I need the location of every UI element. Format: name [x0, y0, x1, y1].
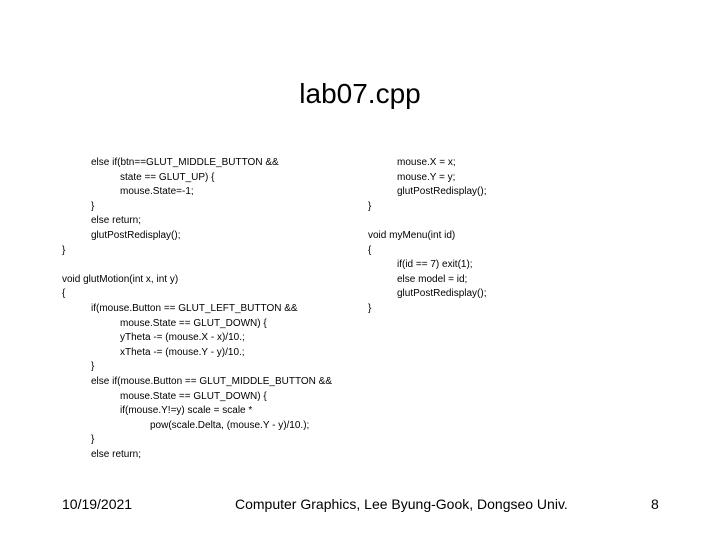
code-line: }	[368, 200, 372, 212]
slide-title: lab07.cpp	[299, 78, 421, 109]
code-line: else if(mouse.Button == GLUT_MIDDLE_BUTTON &&	[91, 376, 333, 387]
code-line: }	[368, 303, 372, 314]
code-line: {	[368, 244, 372, 256]
page-number: 8	[651, 496, 659, 512]
code-line: glutPostRedisplay();	[397, 288, 487, 300]
code-line: void glutMotion(int x, int y)	[62, 273, 179, 285]
code-line: void myMenu(int id)	[368, 230, 456, 241]
code-line: mouse.Y = y;	[397, 171, 456, 183]
code-line: mouse.State=-1;	[120, 186, 194, 198]
footer-credit: Computer Graphics, Lee Byung-Gook, Dongseo Univ.	[235, 496, 568, 512]
code-line: if(id == 7) exit(1);	[397, 259, 473, 271]
code-line: else if(btn==GLUT_MIDDLE_BUTTON &&	[91, 157, 279, 168]
code-line: mouse.X = x;	[397, 157, 456, 168]
code-line: if(mouse.Button == GLUT_LEFT_BUTTON &&	[91, 303, 298, 314]
code-line: if(mouse.Y!=y) scale = scale *	[120, 405, 253, 417]
code-line: {	[62, 288, 66, 300]
code-line: else return;	[91, 215, 142, 227]
code-line: glutPostRedisplay();	[91, 230, 181, 241]
code-line: }	[91, 434, 95, 446]
code-line: else return;	[91, 449, 142, 460]
code-line: }	[62, 244, 66, 256]
code-line: xTheta -= (mouse.Y - y)/10.;	[120, 346, 245, 358]
code-line: glutPostRedisplay();	[397, 186, 487, 198]
code-line: mouse.State == GLUT_DOWN) {	[120, 390, 267, 402]
code-line: }	[91, 361, 95, 373]
code-line: yTheta -= (mouse.X - x)/10.;	[120, 332, 245, 344]
code-line: }	[91, 200, 95, 212]
footer-date: 10/19/2021	[62, 496, 133, 512]
code-line: state == GLUT_UP) {	[120, 171, 215, 183]
code-line: else model = id;	[397, 273, 468, 285]
code-line: mouse.State == GLUT_DOWN) {	[120, 317, 267, 329]
code-line: pow(scale.Delta, (mouse.Y - y)/10.);	[150, 419, 310, 431]
